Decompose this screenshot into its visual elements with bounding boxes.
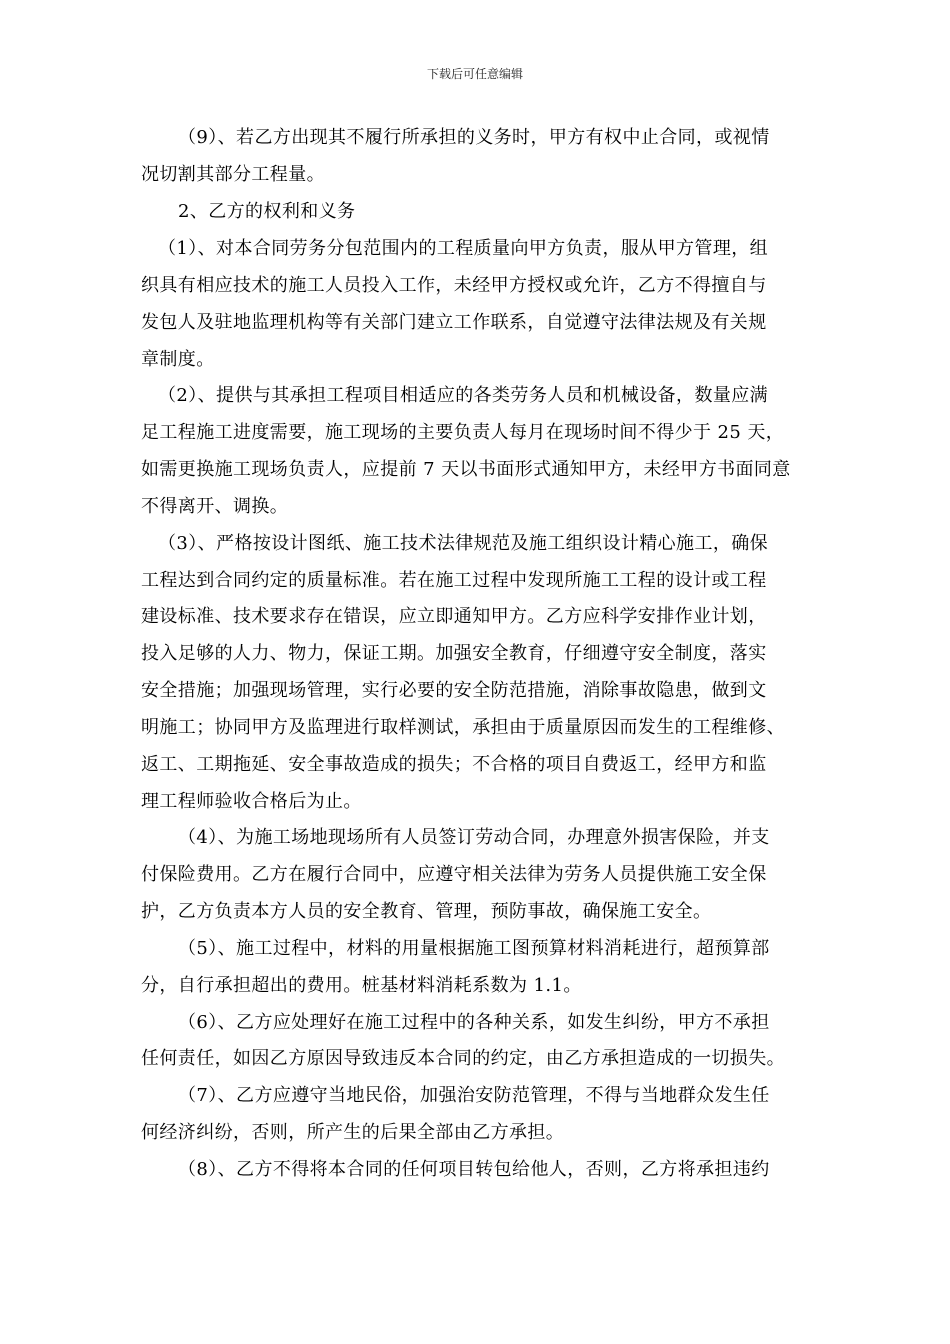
paragraph-line: 何经济纠纷，否则，所产生的后果全部由乙方承担。 [141, 1122, 565, 1143]
paragraph-line: 分，自行承担超出的费用。桩基材料消耗系数为 1.1。 [141, 975, 582, 996]
paragraph-line: 不得离开、调换。 [141, 496, 289, 517]
paragraph-line: 返工、工期拖延、安全事故造成的损失；不合格的项目自费返工，经甲方和监 [141, 754, 767, 775]
paragraph-line: 安全措施；加强现场管理，实行必要的安全防范措施，消除事故隐患，做到文 [141, 680, 767, 701]
page-header: 下载后可任意编辑 [426, 67, 523, 81]
paragraph-line: （7）、乙方应遵守当地民俗，加强治安防范管理，不得与当地群众发生任 [178, 1085, 770, 1106]
paragraph-line: 发包人及驻地监理机构等有关部门建立工作联系，自觉遵守法律法规及有关规 [141, 312, 767, 333]
paragraph-line: 建设标准、技术要求存在错误，应立即通知甲方。乙方应科学安排作业计划， [141, 606, 767, 627]
paragraph-line: 付保险费用。乙方在履行合同中，应遵守相关法律为劳务人员提供施工安全保 [141, 864, 767, 885]
paragraph-line: （1）、对本合同劳务分包范围内的工程质量向甲方负责，服从甲方管理，组 [158, 238, 769, 259]
paragraph-line: 足工程施工进度需要，施工现场的主要负责人每月在现场时间不得少于 25 天， [141, 422, 785, 443]
section-heading: 2、乙方的权利和义务 [178, 201, 356, 222]
paragraph-line: 理工程师验收合格后为止。 [141, 791, 362, 812]
paragraph-line: 任何责任，如因乙方原因导致违反本合同的约定，由乙方承担造成的一切损失。 [141, 1048, 785, 1069]
paragraph-line: 投入足够的人力、物力，保证工期。加强安全教育，仔细遵守安全制度，落实 [141, 643, 767, 664]
paragraph-line: 织具有相应技术的施工人员投入工作，未经甲方授权或允许，乙方不得擅自与 [141, 275, 767, 296]
paragraph-line: （3）、严格按设计图纸、施工技术法律规范及施工组织设计精心施工，确保 [158, 533, 769, 554]
paragraph-line: 如需更换施工现场负责人，应提前 7 天以书面形式通知甲方，未经甲方书面同意 [141, 459, 791, 480]
paragraph-line: 况切割其部分工程量。 [141, 164, 325, 185]
paragraph-line: （2）、提供与其承担工程项目相适应的各类劳务人员和机械设备，数量应满 [158, 385, 769, 406]
paragraph-line: （4）、为施工场地现场所有人员签订劳动合同，办理意外损害保险，并支 [178, 827, 770, 848]
paragraph-line: 护，乙方负责本方人员的安全教育、管理，预防事故，确保施工安全。 [141, 901, 712, 922]
paragraph-line: （9）、若乙方出现其不履行所承担的义务时，甲方有权中止合同，或视情 [178, 127, 770, 148]
paragraph-line: （8）、乙方不得将本合同的任何项目转包给他人，否则，乙方将承担违约 [178, 1159, 770, 1180]
paragraph-line: 明施工；协同甲方及监理进行取样测试，承担由于质量原因而发生的工程维修、 [141, 717, 785, 738]
paragraph-line: 章制度。 [141, 349, 215, 370]
paragraph-line: 工程达到合同约定的质量标准。若在施工过程中发现所施工工程的设计或工程 [141, 570, 767, 591]
paragraph-line: （5）、施工过程中，材料的用量根据施工图预算材料消耗进行，超预算部 [178, 938, 770, 959]
paragraph-line: （6）、乙方应处理好在施工过程中的各种关系，如发生纠纷，甲方不承担 [178, 1012, 770, 1033]
